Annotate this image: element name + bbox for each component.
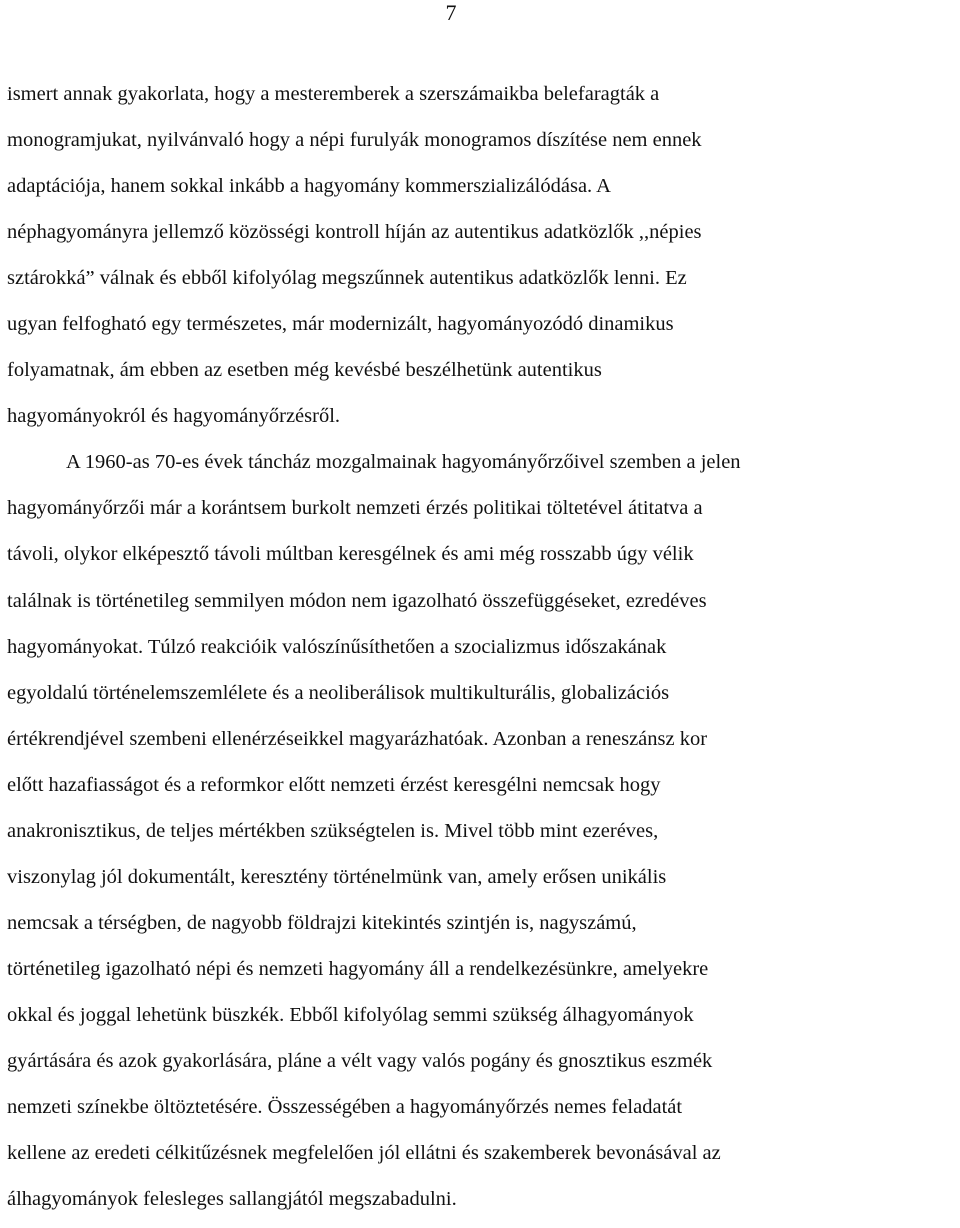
text-line: viszonylag jól dokumentált, keresztény történelmünk van, amely erősen unikális — [7, 865, 667, 888]
text-line: nemzeti színekbe öltöztetésére. Összességében a hagyományőrzés nemes feladatát — [7, 1096, 683, 1119]
text-line: értékrendjével szembeni ellenérzéseikkel magyarázhatóak. Azonban a reneszánsz kor — [7, 727, 708, 750]
text-line: néphagyományra jellemző közösségi kontroll híján az autentikus adatközlők ,,népies — [7, 221, 702, 244]
paragraph-1 — [7, 71, 957, 439]
text-line: ismert annak gyakorlata, hogy a mesteremberek a szerszámaikba belefaragták a — [7, 83, 660, 105]
text-line: anakronisztikus, de teljes mértékben szükségtelen is. Mivel több mint ezeréves, — [7, 819, 659, 842]
text-line: okkal és joggal lehetünk büszkék. Ebből kifolyólag semmi szükség álhagyományok — [7, 1003, 694, 1026]
text-line: adaptációja, hanem sokkal inkább a hagyomány kommerszializálódása. A — [7, 175, 611, 198]
body-text — [7, 71, 957, 1222]
text-line: monogramjukat, nyilvánvaló hogy a népi furulyák monogramos díszítése nem ennek — [7, 129, 702, 152]
text-line: egyoldalú történelemszemlélete és a neoliberálisok multikulturális, globalizációs — [7, 681, 670, 704]
text-line: kellene az eredeti célkitűzésnek megfelelően jól ellátni és szakemberek bevonásával az — [7, 1142, 721, 1165]
text-line: gyártására és azok gyakorlására, pláne a vélt vagy valós pogány és gnosztikus eszmék — [7, 1049, 713, 1072]
paragraph-2 — [7, 439, 957, 1222]
text-line: távoli, olykor elképesztő távoli múltban keresgélnek és ami még rosszabb úgy vélik — [7, 543, 694, 566]
text-line: hagyományokat. Túlzó reakcióik valószínűsíthetően a szocializmus időszakának — [7, 635, 667, 658]
page-number: 7 — [445, 0, 457, 25]
text-line: hagyományokról és hagyományőrzésről. — [7, 405, 341, 428]
text-line: álhagyományok felesleges sallangjától megszabadulni. — [7, 1188, 457, 1211]
text-line: előtt hazafiasságot és a reformkor előtt nemzeti érzést keresgélni nemcsak hogy — [7, 773, 661, 796]
text-line: sztárokká” válnak és ebből kifolyólag megszűnnek autentikus adatközlők lenni. Ez — [7, 267, 687, 290]
text-line: nemcsak a térségben, de nagyobb földrajzi kitekintés szintjén is, nagyszámú, — [7, 911, 637, 934]
text-line: hagyományőrzői már a korántsem burkolt nemzeti érzés politikai töltetével átitatva a — [7, 497, 703, 520]
text-line: találnak is történetileg semmilyen módon nem igazolható összefüggéseket, ezredéves — [7, 589, 707, 612]
text-line: folyamatnak, ám ebben az esetben még kevésbé beszélhetünk autentikus — [7, 359, 602, 382]
text-line: A 1960-as 70-es évek táncház mozgalmainak hagyományőrzőivel szemben a jelen — [66, 451, 741, 474]
text-line: történetileg igazolható népi és nemzeti hagyomány áll a rendelkezésünkre, amelyekre — [7, 957, 709, 980]
text-line: ugyan felfogható egy természetes, már modernizált, hagyományozódó dinamikus — [7, 313, 674, 336]
